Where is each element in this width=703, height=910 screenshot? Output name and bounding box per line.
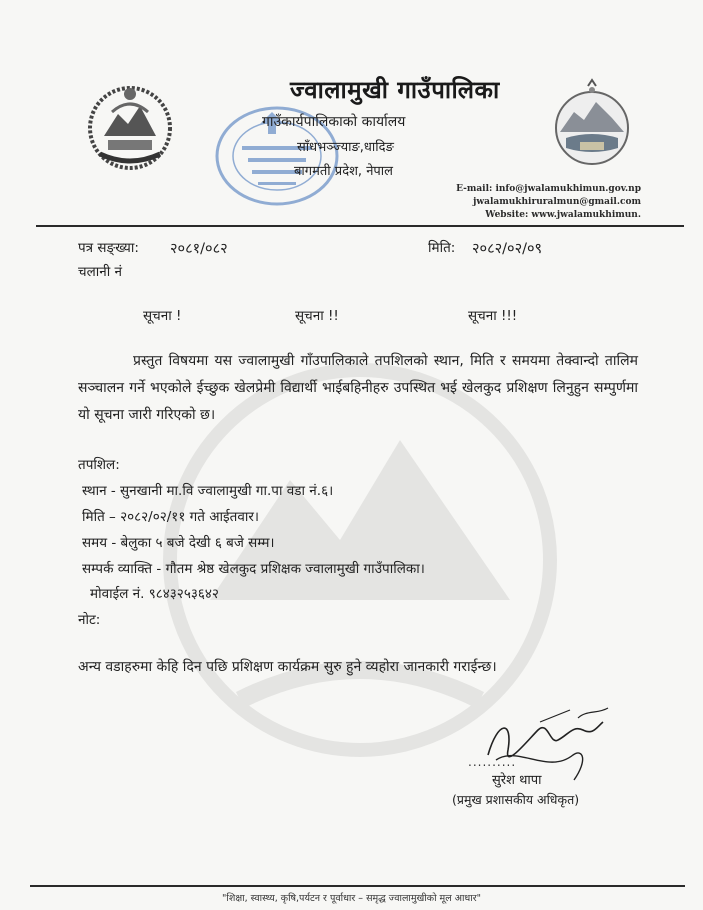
dispatch-number-label: चलानी नं [78, 264, 122, 280]
notice-heading-3: सूचना !!! [468, 308, 518, 324]
office-name: गाउँकार्यपालिकाको कार्यालय [262, 114, 406, 130]
footer-divider [30, 885, 685, 887]
municipality-logo-icon [552, 78, 632, 168]
email-primary: E-mail: info@jwalamukhimun.gov.np [456, 184, 641, 194]
notice-body [78, 348, 638, 429]
detail-mobile: मोवाईल नं. ९८४३२५३६४२ [90, 586, 219, 602]
note-text: अन्य वडाहरुमा केहि दिन पछि प्रशिक्षण कार्यक्रम सुरु हुने व्यहोरा जानकारी गराईन्छ। [78, 659, 497, 675]
contact-block [456, 183, 641, 222]
letter-number-label: पत्र सङ्ख्या: [78, 240, 139, 256]
address-line-2: बागमती प्रदेश, नेपाल [294, 164, 393, 179]
details-heading: तपशिल: [78, 457, 120, 473]
address-line-1: साँधभञ्ज्याङ,धादिङ [297, 140, 394, 155]
notice-heading-1: सूचना ! [143, 308, 182, 324]
email-secondary: jwalamukhiruralmun@gmail.com [473, 197, 641, 207]
signatory-title: (प्रमुख प्रशासकीय अधिकृत) [452, 792, 580, 807]
date-label: मिति: [428, 240, 456, 256]
letter-number: २०८१/०८२ [170, 241, 228, 257]
detail-date: मिति – २०८२/०२/११ गते आईतवार। [82, 509, 259, 525]
note-label: नोट: [78, 612, 101, 628]
detail-contact: सम्पर्क व्याक्ति - गौतम श्रेष्ठ खेलकुद प्रशिक्षक ज्वालामुखी गाउँपालिका। [82, 561, 425, 577]
website: Website: www.jwalamukhimun. [485, 210, 641, 220]
detail-place: स्थान - सुनखानी मा.वि ज्वालामुखी गा.पा वडा नं.६। [82, 483, 334, 499]
detail-time: समय - बेलुका ५ बजे देखी ६ बजे सम्म। [82, 535, 275, 551]
nepal-emblem-icon [82, 78, 178, 174]
letter-date: २०८२/०२/०९ [472, 241, 543, 257]
footer-motto: "शिक्षा, स्वास्थ्य, कृषि,पर्यटन र पूर्वाधार – समृद्ध ज्वालामुखीको मूल आधार" [222, 893, 481, 904]
signature-line: .......... [468, 755, 517, 769]
note-block [78, 654, 638, 681]
notice-heading-2: सूचना !! [295, 308, 339, 324]
notice-paragraph: प्रस्तुत विषयमा यस ज्वालामुखी गाँउपालिकाले तपशिलको स्थान, मिति र समयमा तेक्वान्दो तालिम सञ्चालन गर्ने भएकोले ईच्छुक खेलप्रेमी विद्यार्थी भाईबहिनीहरु उपस्थित भई खेलकुद प्रशिक्षण लिनुहुन सम्पुर्णमा यो सूचना जारी गरिएको छ। [78, 353, 638, 423]
header-divider [36, 225, 684, 227]
municipality-title: ज्वालामुखी गाउँपालिका [290, 76, 500, 104]
signatory-name: सुरेश थापा [492, 773, 542, 788]
